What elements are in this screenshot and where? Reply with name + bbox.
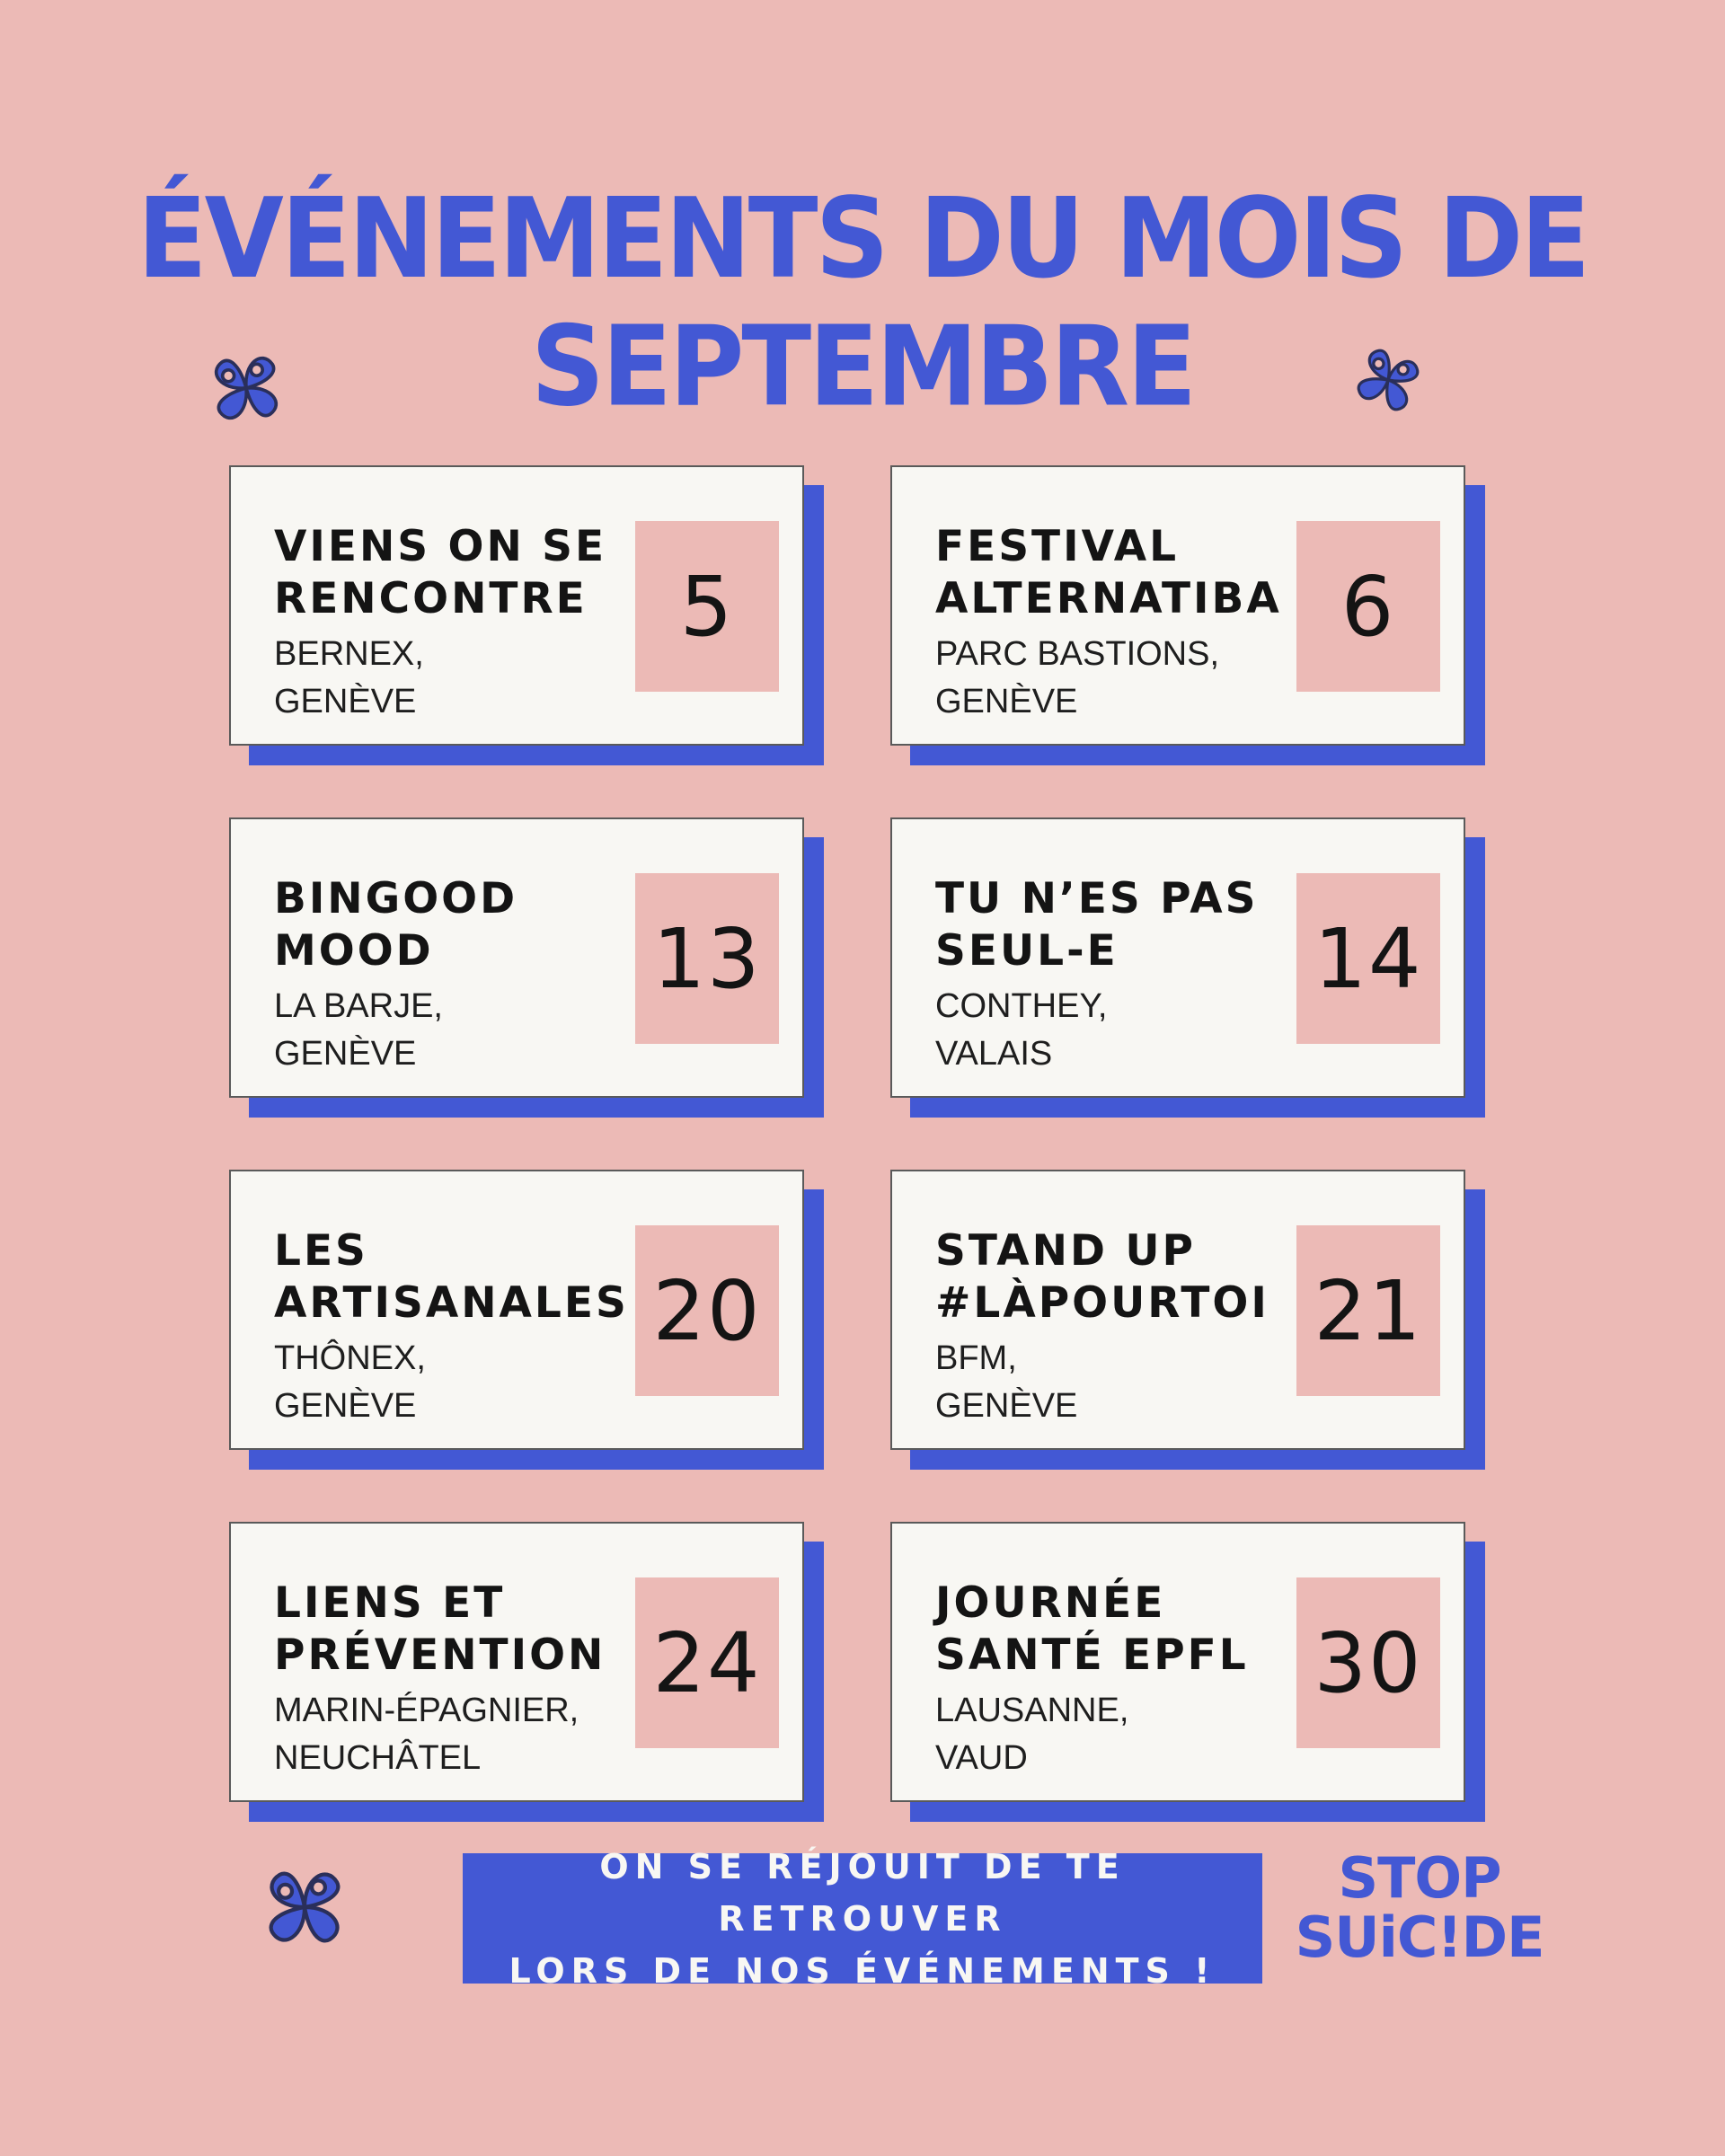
card-face (229, 465, 804, 746)
event-day: 30 (1296, 1577, 1440, 1748)
event-place: CONTHEY, VALAIS (935, 987, 1108, 1073)
event-name: BINGOOD MOOD (274, 874, 518, 976)
card-face (890, 465, 1465, 746)
card-face (229, 1170, 804, 1450)
event-day: 24 (635, 1577, 779, 1748)
event-name: VIENS ON SE RENCONTRE (274, 522, 607, 623)
flower-icon (205, 347, 288, 429)
event-card (890, 1522, 1465, 1802)
card-face (229, 1522, 804, 1802)
stop-suicide-logo (1294, 1845, 1545, 1970)
event-day: 21 (1296, 1225, 1440, 1396)
logo-line2: SUiC!DE (1295, 1904, 1544, 1970)
page-title-line1: ÉVÉNEMENTS DU MOIS DE (137, 173, 1588, 303)
event-place: THÔNEX, GENÈVE (274, 1339, 426, 1425)
banner-line2: LORS DE NOS ÉVÉNEMENTS ! (509, 1950, 1216, 1991)
event-day: 5 (635, 521, 779, 692)
event-name: STAND UP #LÀPOURTOI (935, 1226, 1269, 1328)
event-card (229, 465, 804, 746)
event-name: LES ARTISANALES (274, 1226, 629, 1328)
flower-icon (257, 1860, 352, 1955)
event-name: JOURNÉE SANTÉ EPFL (935, 1578, 1249, 1680)
event-day: 20 (635, 1225, 779, 1396)
event-card (229, 1522, 804, 1802)
event-card (890, 465, 1465, 746)
card-face (890, 817, 1465, 1098)
banner-line1: ON SE RÉJOUIT DE TE RETROUVER (599, 1846, 1126, 1939)
event-card (229, 817, 804, 1098)
event-place: LA BARJE, GENÈVE (274, 987, 443, 1073)
event-place: LAUSANNE, VAUD (935, 1692, 1129, 1777)
flower-icon (1352, 344, 1424, 416)
card-face (229, 817, 804, 1098)
event-day: 13 (635, 873, 779, 1044)
event-place: BFM, GENÈVE (935, 1339, 1078, 1425)
event-card (890, 817, 1465, 1098)
logo-line1: STOP (1338, 1845, 1501, 1911)
card-face (890, 1522, 1465, 1802)
event-place: PARC BASTIONS, GENÈVE (935, 635, 1220, 720)
event-name: FESTIVAL ALTERNATIBA (935, 522, 1282, 623)
event-day: 14 (1296, 873, 1440, 1044)
event-name: TU N’ES PAS SEUL-E (935, 874, 1259, 976)
page-title-line2: SEPTEMBRE (530, 301, 1195, 431)
event-place: BERNEX, GENÈVE (274, 635, 424, 720)
closing-banner (463, 1846, 1262, 1991)
event-day: 6 (1296, 521, 1440, 692)
card-face (890, 1170, 1465, 1450)
event-place: MARIN-ÉPAGNIER, NEUCHÂTEL (274, 1692, 579, 1777)
event-card (229, 1170, 804, 1450)
event-name: LIENS ET PRÉVENTION (274, 1578, 606, 1680)
event-card (890, 1170, 1465, 1450)
